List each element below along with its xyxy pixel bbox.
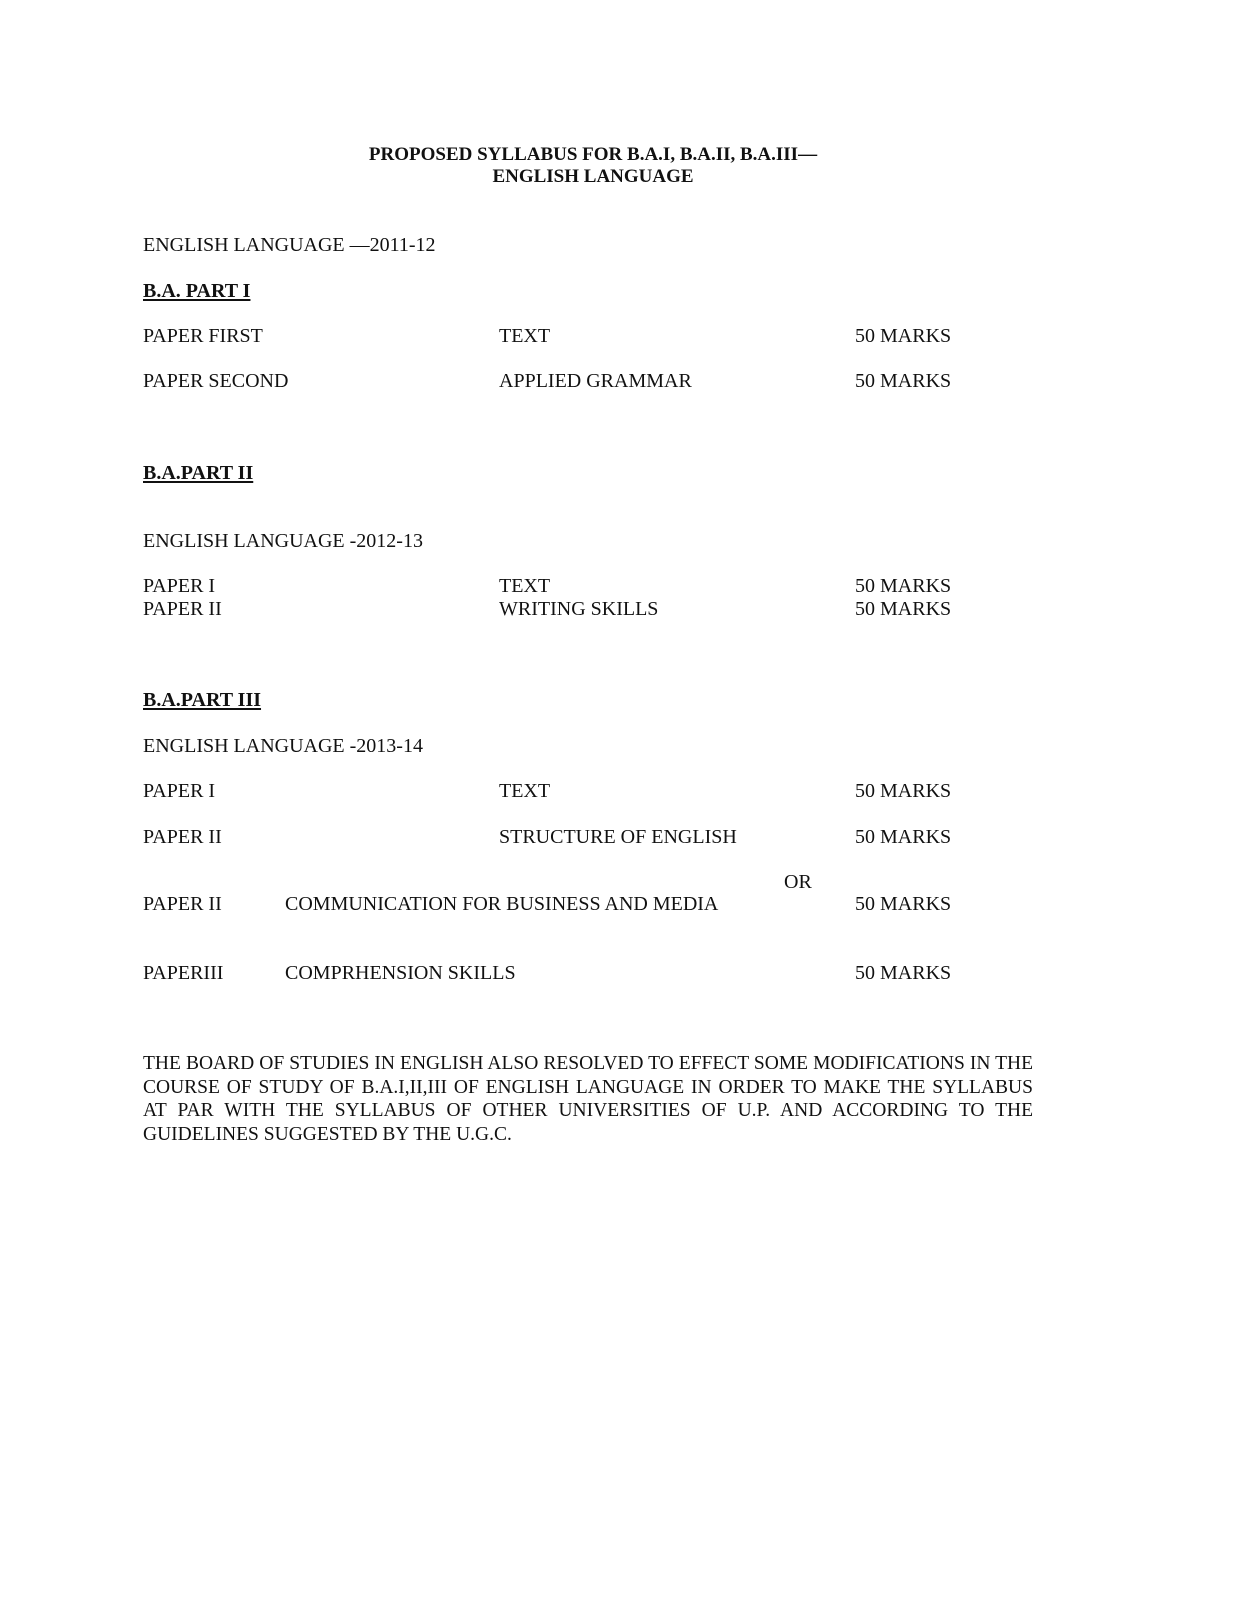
part2-session: ENGLISH LANGUAGE -2012-13 — [143, 530, 423, 552]
document-title-line2: ENGLISH LANGUAGE — [492, 166, 694, 187]
part3-alt-row2-subject: COMPRHENSION SKILLS — [285, 962, 516, 984]
part3-row2-subject: STRUCTURE OF ENGLISH — [499, 826, 737, 848]
part3-alt-row1-paper: PAPER II — [143, 893, 222, 915]
part2-row1-subject: TEXT — [499, 575, 551, 597]
part2-row1-marks: 50 MARKS — [855, 575, 952, 597]
or-label: OR — [784, 871, 812, 893]
part3-alt-row2-marks: 50 MARKS — [855, 962, 952, 984]
part1-row1-paper: PAPER FIRST — [143, 325, 263, 347]
part3-alt-row1-subject: COMMUNICATION FOR BUSINESS AND MEDIA — [285, 893, 719, 915]
part3-alt-row2-paper: PAPERIII — [143, 962, 224, 984]
part1-row2-marks: 50 MARKS — [855, 370, 952, 392]
part1-row1-marks: 50 MARKS — [855, 325, 952, 347]
part3-row1-marks: 50 MARKS — [855, 780, 952, 802]
part1-row1-subject: TEXT — [499, 325, 551, 347]
part3-heading: B.A.PART III — [143, 689, 262, 711]
part3-row2-marks: 50 MARKS — [855, 826, 952, 848]
part1-row2-paper: PAPER SECOND — [143, 370, 289, 392]
part3-row1-paper: PAPER I — [143, 780, 216, 802]
part3-session: ENGLISH LANGUAGE -2013-14 — [143, 735, 423, 757]
board-resolution-paragraph: THE BOARD OF STUDIES IN ENGLISH ALSO RESOLVED TO EFFECT SOME MODIFICATIONS IN THE COURSE OF STUDY OF B.A.I,II,III OF ENGLISH LANGUAGE IN ORDER TO MAKE THE SYLLABUS AT PAR WITH THE SYLLABUS OF OTHER UNIVERSITIES OF U.P. AND ACCORDING TO THE GUIDELINES SUGGESTED BY THE U.G.C. — [143, 1053, 1033, 1145]
part3-row2-paper: PAPER II — [143, 826, 222, 848]
document-title-line1: PROPOSED SYLLABUS FOR B.A.I, B.A.II, B.A.III— — [368, 144, 818, 165]
part2-row2-paper: PAPER II — [143, 598, 222, 620]
part2-row2-marks: 50 MARKS — [855, 598, 952, 620]
part1-heading: B.A. PART I — [143, 280, 251, 302]
part1-session: ENGLISH LANGUAGE —2011-12 — [143, 234, 436, 256]
part2-heading: B.A.PART II — [143, 462, 254, 484]
part3-row1-subject: TEXT — [499, 780, 551, 802]
part2-row1-paper: PAPER I — [143, 575, 216, 597]
part1-row2-subject: APPLIED GRAMMAR — [499, 370, 692, 392]
part2-row2-subject: WRITING SKILLS — [499, 598, 659, 620]
part3-alt-row1-marks: 50 MARKS — [855, 893, 952, 915]
